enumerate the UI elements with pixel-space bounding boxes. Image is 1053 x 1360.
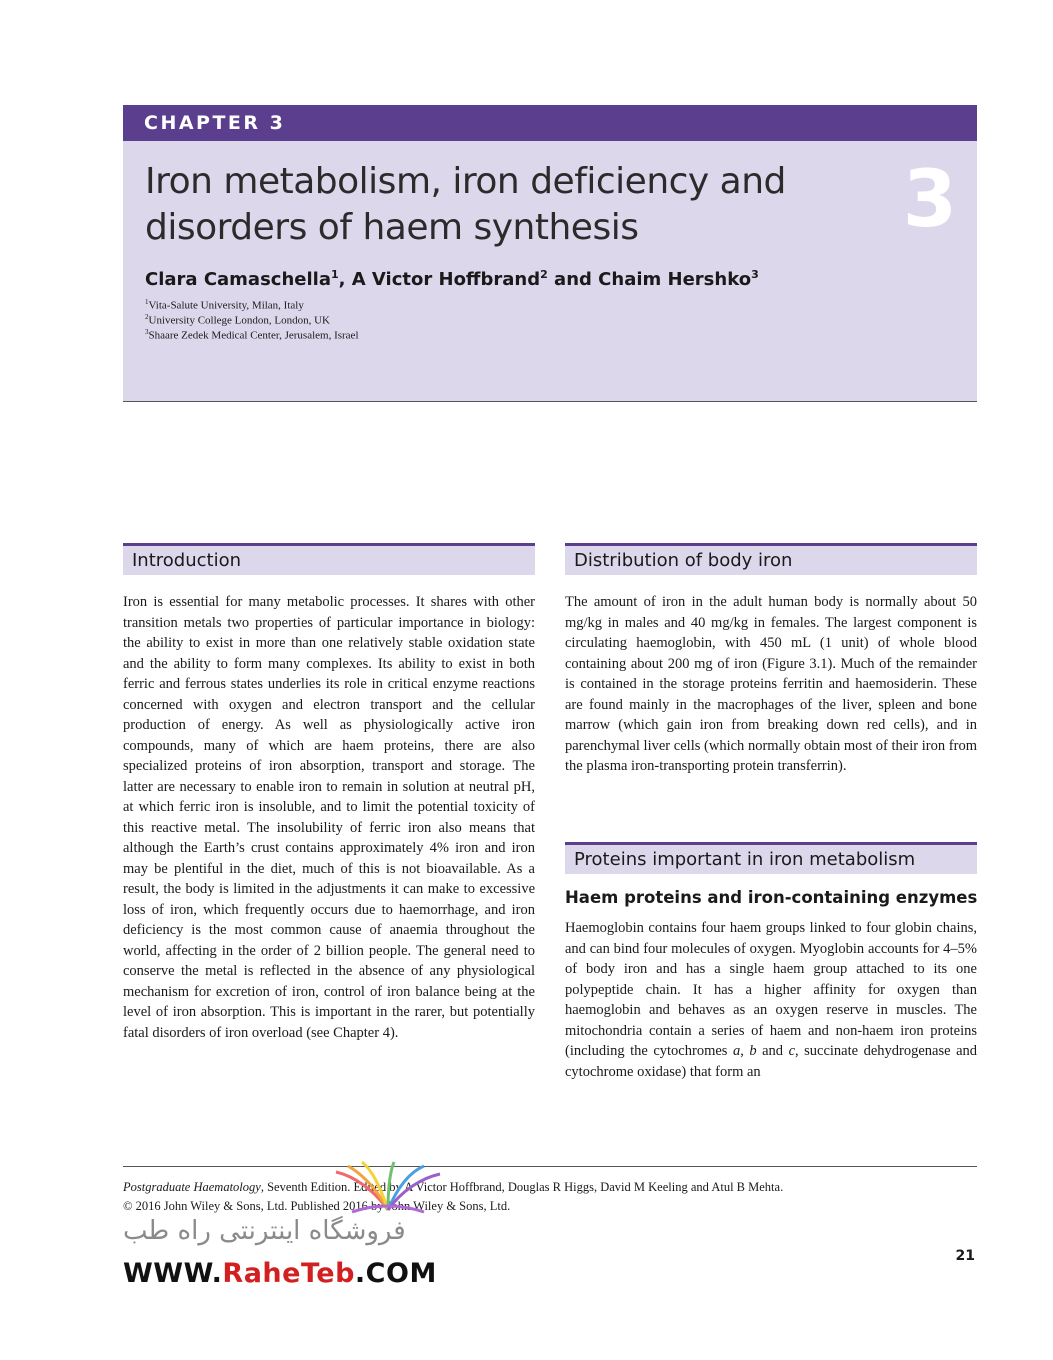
haem-proteins-paragraph <box>565 918 977 1082</box>
author-list <box>145 268 759 290</box>
distribution-paragraph: The amount of iron in the adult human body is normally about 50 mg/kg in males and 40 mg/kg in females. The largest component is circulating haemoglobin, with 450 mL (1 unit) of whole blood containing about 200 mg of iron (Figure 3.1). Much of the remainder is contained in the storage proteins ferritin and haemosiderin. These are found mainly in the macrophages of the liver, spleen and bone marrow (which gain iron from breaking down red cells), and in parenchymal liver cells (which normally obtain most of their iron from the plasma iron-transporting protein transferrin). <box>565 594 977 774</box>
author-affiliation-mark: 3 <box>751 268 759 281</box>
chapter-title-line-1: Iron metabolism, iron deficiency and <box>145 161 786 202</box>
affiliation <box>145 328 359 342</box>
affiliation-mark: 1 <box>145 298 149 306</box>
paragraph-text: Haemoglobin contains four haem groups linked to four globin chains, and can bind four molecules of oxygen. Myoglobin accounts for 4–5% of body iron and has a single haem group attached to its one polypeptide chain. It has a higher affinity for oxygen than haemoglobin and behaves as an oxygen reserve in muscles. The mitochondria contain a series of haem and non-haem iron proteins (including the cytochromes <box>565 920 977 1059</box>
watermark-url <box>123 1258 437 1289</box>
book-logo-icon <box>332 1160 444 1218</box>
haem-proteins-subheading: Haem proteins and iron-containing enzymes <box>565 888 978 907</box>
author-separator: and <box>547 269 599 290</box>
affiliation-mark: 3 <box>145 328 149 336</box>
affiliation-text: Vita-Salute University, Milan, Italy <box>148 299 304 312</box>
introduction-paragraph: Iron is essential for many metabolic processes. It shares with other transition metals two properties of particular importance in biology: the ability to exist in more than one relatively stable oxidation state and the ability to form many complexes. Its ability to exist in both ferric and ferrous states underlies its role in critical enzyme reactions concerned with oxygen and electron transport and the cellular production of energy. As well as physiologically active iron compounds, many of which are haem proteins, there are also specialized proteins of iron absorption, transport and storage. The latter are necessary to enable iron to remain in solution at neutral pH, at which ferric iron is insoluble, and to limit the potential toxicity of this reactive metal. The insolubility of ferric iron also means that although the Earth’s crust contains approximately 4% iron and iron may be plentiful in the diet, much of this is not bioavailable. As a result, the body is limited in the adjustments it can make to excessive loss of iron, which frequently occurs due to haemorrhage, and iron deficiency is the most common cause of anaemia throughout the world, affecting in the order of 2 billion people. The general need to conserve the metal is reflected in the absence of any physiological mechanism for excretion of iron, control of iron balance being at the level of iron absorption. This is important in the rarer, but potentially fatal disorders of iron overload (see Chapter 4). <box>123 594 535 1041</box>
copyright-line: © 2016 John Wiley & Sons, Ltd. Published 2016 by John Wiley & Sons, Ltd. <box>123 1199 511 1213</box>
author-name: Clara Camaschella <box>145 269 331 290</box>
affiliation <box>145 313 330 327</box>
introduction-heading: Introduction <box>123 543 535 575</box>
affiliation-mark: 2 <box>145 313 149 321</box>
chapter-title-line-2: disorders of haem synthesis <box>145 207 639 248</box>
author-name: A Victor Hoffbrand <box>351 269 541 290</box>
chapter-title-block <box>123 141 977 402</box>
distribution-heading: Distribution of body iron <box>565 543 977 575</box>
book-title: Postgraduate Haematology <box>123 1180 261 1194</box>
affiliation <box>145 298 304 312</box>
watermark-url-suffix: .COM <box>354 1258 437 1289</box>
affiliation-text: University College London, London, UK <box>148 314 330 327</box>
paragraph-text: and <box>756 1043 789 1059</box>
italic-term: c <box>788 1043 795 1059</box>
chapter-title <box>145 159 845 251</box>
italic-term: a <box>732 1043 741 1059</box>
author-affiliation-mark: 1 <box>330 268 339 281</box>
page-number: 21 <box>955 1248 975 1264</box>
watermark-url-brand: RaheTeb <box>222 1258 355 1289</box>
footer-divider <box>123 1166 977 1167</box>
author-name: Chaim Hershko <box>598 269 752 290</box>
book-credit-line <box>123 1180 783 1195</box>
author-affiliation-mark: 2 <box>540 268 548 281</box>
italic-term: b <box>749 1043 757 1059</box>
chapter-label: CHAPTER 3 <box>144 112 286 134</box>
proteins-heading: Proteins important in iron metabolism <box>565 842 977 874</box>
chapter-number: 3 <box>902 155 957 245</box>
edition-editors: , Seventh Edition. Edited by A Victor Hoffbrand, Douglas R Higgs, David M Keeling and Atul B Mehta. <box>260 1180 784 1194</box>
paragraph-text: , <box>740 1043 750 1059</box>
watermark-persian-text: فروشگاه اینترنتی راه طب <box>123 1216 406 1246</box>
affiliation-text: Shaare Zedek Medical Center, Jerusalem, Israel <box>148 329 359 342</box>
author-separator: , <box>338 269 352 290</box>
watermark-url-prefix: WWW. <box>123 1258 223 1289</box>
chapter-label-bar <box>123 105 977 141</box>
paragraph-text: , succinate dehydrogenase and cytochrome oxidase) that form an <box>565 1043 978 1080</box>
